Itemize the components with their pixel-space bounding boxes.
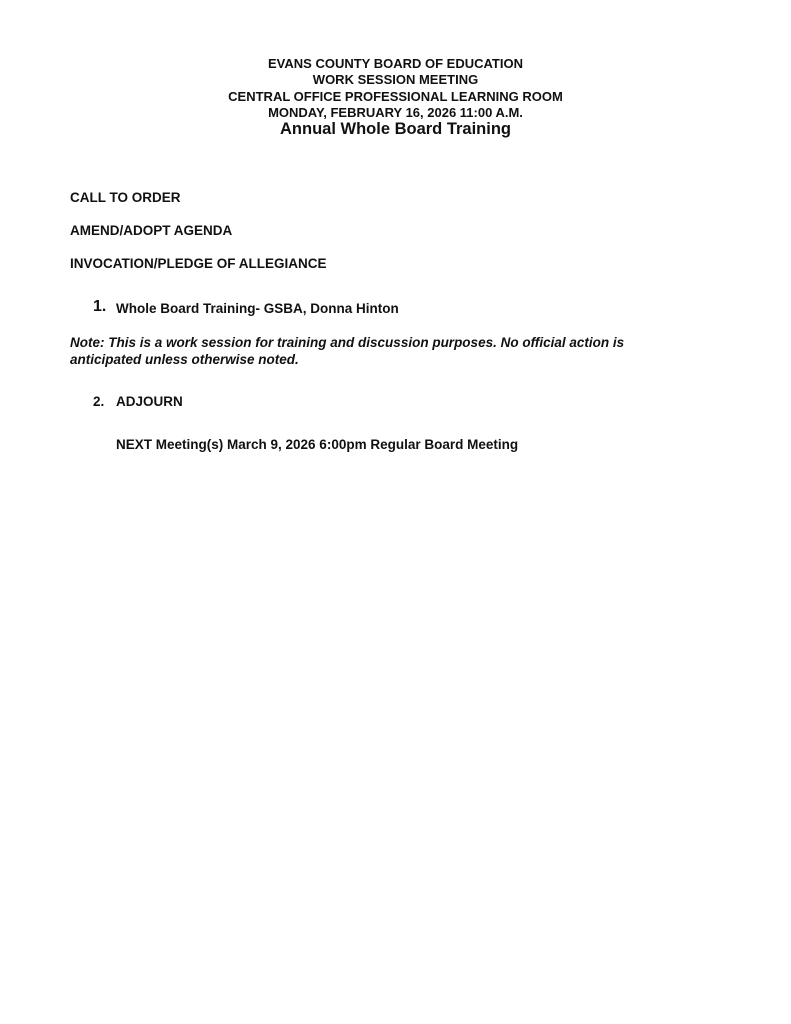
section-call-to-order: CALL TO ORDER (70, 190, 181, 205)
item-number: 2. (93, 394, 105, 409)
note-line-1: Note: This is a work session for training and discussion purposes. No official action is (70, 335, 625, 350)
page-title: Annual Whole Board Training (280, 120, 511, 138)
header-line-org: EVANS COUNTY BOARD OF EDUCATION (268, 56, 523, 71)
section-invocation: INVOCATION/PLEDGE OF ALLEGIANCE (70, 256, 327, 271)
agenda-item-1: Whole Board Training- GSBA, Donna Hinton (116, 301, 399, 316)
item-number: 1. (93, 298, 107, 315)
header-line-location: CENTRAL OFFICE PROFESSIONAL LEARNING ROOM (228, 89, 563, 104)
section-amend-adopt-agenda: AMEND/ADOPT AGENDA (70, 223, 233, 238)
next-meeting: NEXT Meeting(s) March 9, 2026 6:00pm Regular Board Meeting (116, 437, 519, 452)
note-line-2: anticipated unless otherwise noted. (70, 352, 299, 367)
agenda-item-2: ADJOURN (116, 394, 183, 409)
header-line-datetime: MONDAY, FEBRUARY 16, 2026 11:00 A.M. (268, 105, 523, 120)
header-line-meeting-type: WORK SESSION MEETING (312, 72, 479, 87)
